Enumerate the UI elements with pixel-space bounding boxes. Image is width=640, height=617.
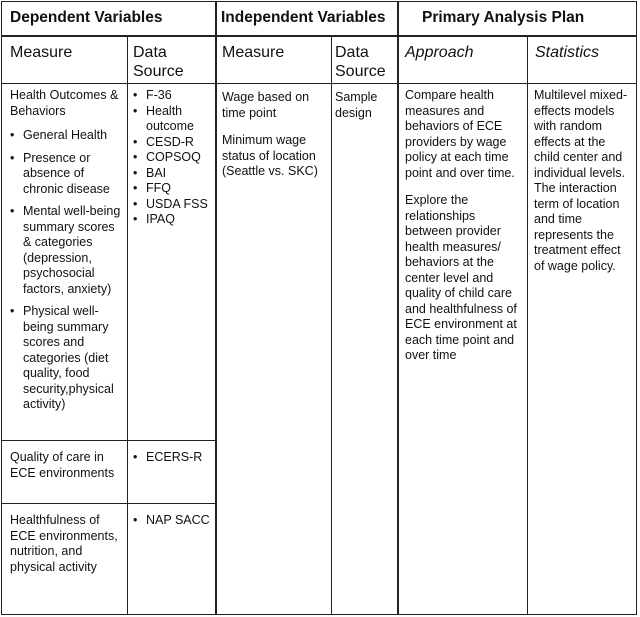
dep-row2-sources	[133, 450, 213, 466]
approach-explore: Explore the relationships between provider health measures/ behaviors at the center level and quality of child care and healthfulness of ECE environment at each time point and over time	[405, 193, 517, 362]
list-item: • F-36	[133, 88, 215, 104]
dep-row3-sources	[133, 513, 215, 529]
list-item: • COPSOQ	[133, 150, 215, 166]
subheader-ind-measure: Measure	[222, 44, 285, 61]
list-item: • ECERS-R	[133, 450, 213, 466]
dep-row2-measure: Quality of care in ECE environments	[10, 450, 115, 480]
header-independent-variables: Independent Variables	[221, 9, 386, 26]
list-item: • Presence or absence of chronic disease	[10, 151, 124, 198]
divider-v-indep-source	[331, 36, 332, 615]
ind-source: Sample design	[335, 90, 378, 120]
dep-row1-source-list	[133, 88, 215, 228]
subheader-dep-data-source-line1: Data	[133, 44, 167, 61]
divider-v-dep-indep	[215, 1, 217, 615]
subheader-ind-data-source	[335, 43, 386, 81]
subheader-dep-data-source-line2: Source	[133, 63, 184, 80]
list-item: • CESD-R	[133, 135, 215, 151]
list-item: • USDA FSS	[133, 197, 215, 213]
subheader-ind-data-source-line1: Data	[335, 44, 369, 61]
subheader-dep-measure: Measure	[10, 44, 73, 61]
list-item: • Mental well-being summary scores & categories (depression, psychosocial factors, anxiety)	[10, 204, 124, 297]
divider-v-dep-source	[127, 36, 128, 615]
header-dependent-variables: Dependent Variables	[10, 9, 163, 26]
list-item: • Physical well-being summary scores and categories (diet quality, food security,physical activity)	[10, 304, 124, 413]
divider-h-header	[1, 35, 637, 37]
list-item: • IPAQ	[133, 212, 215, 228]
list-item: • General Health	[10, 128, 124, 144]
dep-row1-measure-list	[10, 128, 124, 413]
list-item: • NAP SACC	[133, 513, 215, 529]
analysis-approach	[405, 88, 525, 364]
approach-compare: Compare health measures and behaviors of ECE providers by wage policy at each time point and over time.	[405, 88, 515, 180]
subheader-approach: Approach	[405, 44, 474, 61]
subheader-statistics: Statistics	[535, 44, 600, 61]
subheader-dep-data-source	[133, 43, 184, 81]
divider-h-row2	[1, 503, 215, 504]
dep-row3-source-list	[133, 513, 215, 529]
divider-h-subheader	[1, 83, 637, 84]
divider-v-indep-analysis	[397, 1, 399, 615]
dep-row1-sources	[133, 88, 215, 228]
list-item: • Health outcome	[133, 104, 215, 135]
analysis-statistics: Multilevel mixed-effects models with random effects at the child center and individual levels. The interaction term of location and time represents the treatment effect of wage policy.	[534, 88, 628, 273]
subheader-ind-data-source-line2: Source	[335, 63, 386, 80]
dep-row1-measure	[10, 88, 124, 413]
ind-measure-min-wage: Minimum wage status of location (Seattle vs. SKC)	[222, 133, 318, 178]
ind-measure	[222, 90, 328, 180]
list-item: • BAI	[133, 166, 215, 182]
ind-measure-wage: Wage based on time point	[222, 90, 310, 120]
dep-row2-source-list	[133, 450, 213, 466]
dep-row1-measure-title: Health Outcomes & Behaviors	[10, 88, 119, 118]
dep-row3-measure: Healthfulness of ECE environments, nutrition, and physical activity	[10, 513, 118, 574]
header-primary-analysis-plan: Primary Analysis Plan	[422, 9, 585, 26]
list-item: • FFQ	[133, 181, 215, 197]
divider-h-row1	[1, 440, 215, 441]
divider-v-approach-stats	[527, 36, 528, 615]
